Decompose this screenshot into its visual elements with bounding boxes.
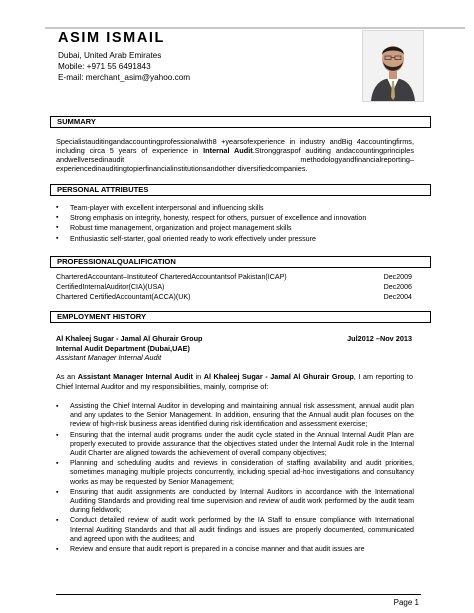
summary-text-end: .Stronggraspof auditing andaccountingprinciples andwellversedinaudit methodologyandfinancialreporting–experiencedinauditingtopierfinancialinstitutionsandother diversifiedcompanies. xyxy=(56,146,414,174)
candidate-name: ASIM ISMAIL xyxy=(58,30,166,46)
list-item: ▪ Conduct detailed review of audit work performed by the IA Staff to ensure compliance with International Internal Auditing Standards and that all audit findings and issues are properly documented, communicated and agreed upon with the auditees; and xyxy=(56,516,414,544)
responsibilities-list xyxy=(56,402,414,555)
employment-heading-label: EMPLOYMENT HISTORY xyxy=(57,312,147,321)
summary-heading-label: SUMMARY xyxy=(57,117,96,126)
summary-text-start: Specialistauditingandaccountingprofessionalwith8 +yearsofexperience in industry andBig 4accountingfirms, including circa 5 years of experience in xyxy=(56,137,414,156)
personal-heading xyxy=(50,184,431,196)
intro-text-3: , I am reporting to Chief Internal Auditor and my responsibilities, mainly, comprise of: xyxy=(56,372,414,391)
personal-heading-label: PERSONAL ATTRIBUTES xyxy=(57,185,149,194)
qualification-date: Dec2004 xyxy=(383,293,412,301)
intro-bold-company: Al Khaleej Sugar - Jamal Al Ghurair Group xyxy=(203,372,354,381)
page-number: Page 1 xyxy=(393,598,419,607)
list-item: ▪ Strong emphasis on integrity, honesty, respect for others, pursuer of excellence and innovation xyxy=(56,213,420,223)
intro-text-2: in xyxy=(192,372,204,381)
mobile-text: Mobile: +971 55 6491843 xyxy=(58,62,151,71)
job-role: Assistant Manager Internal Audit xyxy=(56,353,162,362)
location-text: Dubai, United Arab Emirates xyxy=(58,51,162,60)
profile-photo-image xyxy=(363,31,423,101)
footer-rule xyxy=(56,594,421,595)
personal-attributes-list xyxy=(56,203,420,244)
qualification-date: Dec2006 xyxy=(383,283,412,291)
list-item: ▪ Team-player with excellent interpersonal and influencing skills xyxy=(56,203,420,213)
qualification-heading xyxy=(50,256,431,268)
list-item: ▪ Enthusiastic self-starter, goal oriented ready to work effectively under pressure xyxy=(56,234,420,244)
intro-text-1: As an xyxy=(56,372,78,381)
qualification-date: Dec2009 xyxy=(383,273,412,281)
qualification-name: Chartered CertifiedAccountant(ACCA)(UK) xyxy=(56,293,191,301)
list-item: ▪ Ensuring that the internal audit programs under the audit cycle stated in the Annual Internal Audit Plan are properly executed to provide assurance that the objectives stated under the Internal Audit role in the Internal Audit Charter are aligned towards the achievement of overall company objectives; xyxy=(56,431,414,459)
department-name: Internal Audit Department (Dubai,UAE) xyxy=(56,344,190,353)
qualification-heading-label: PROFESSIONALQUALIFICATION xyxy=(57,257,176,266)
company-name: Al Khaleej Sugar - Jamal Al Ghurair Group xyxy=(56,334,203,343)
list-item: ▪ Ensuring that audit assignments are conducted by Internal Auditors in accordance with the International Auditing Standards and providing real time supervision and review of audit work performed by the audit team during fieldwork; xyxy=(56,488,414,516)
employment-intro xyxy=(56,372,413,391)
list-item: ▪ Planning and scheduling audits and reviews in consideration of staffing availability and audit priorities, sometimes managing multiple projects concurrently, including special ad-hoc investigations and consultancy works as may be requested by Senior Management; xyxy=(56,459,414,487)
list-item: ▪ Review and ensure that audit report is prepared in a concise manner and that audit issues are xyxy=(56,545,414,554)
summary-paragraph xyxy=(56,137,414,173)
list-item: ▪ Assisting the Chief Internal Auditor in developing and maintaining annual risk assessment, annual audit plan and any updates to the Senior Management. In addition, ensuring that the Annual audit plan focuses on the review of high-risk business areas identified during risk identification and assessment exercise; xyxy=(56,402,414,430)
employment-dates: Jul2012 –Nov 2013 xyxy=(347,334,412,343)
qualification-name: CertifiedInternalAuditor(CIA)(USA) xyxy=(56,283,165,291)
summary-heading xyxy=(50,116,431,128)
qualification-name: CharteredAccountant–Instituteof CharteredAccountantsof Pakistan(ICAP) xyxy=(56,273,287,281)
header-rule xyxy=(45,27,465,29)
email-text: E-mail: merchant_asim@yahoo.com xyxy=(58,73,191,82)
list-item: ▪ Robust time management, organization and project management skills xyxy=(56,223,420,233)
profile-photo xyxy=(362,30,424,102)
employment-heading xyxy=(50,311,431,323)
intro-bold-role: Assistant Manager Internal Audit xyxy=(77,372,193,381)
summary-text-bold: Internal Audit xyxy=(203,146,253,156)
